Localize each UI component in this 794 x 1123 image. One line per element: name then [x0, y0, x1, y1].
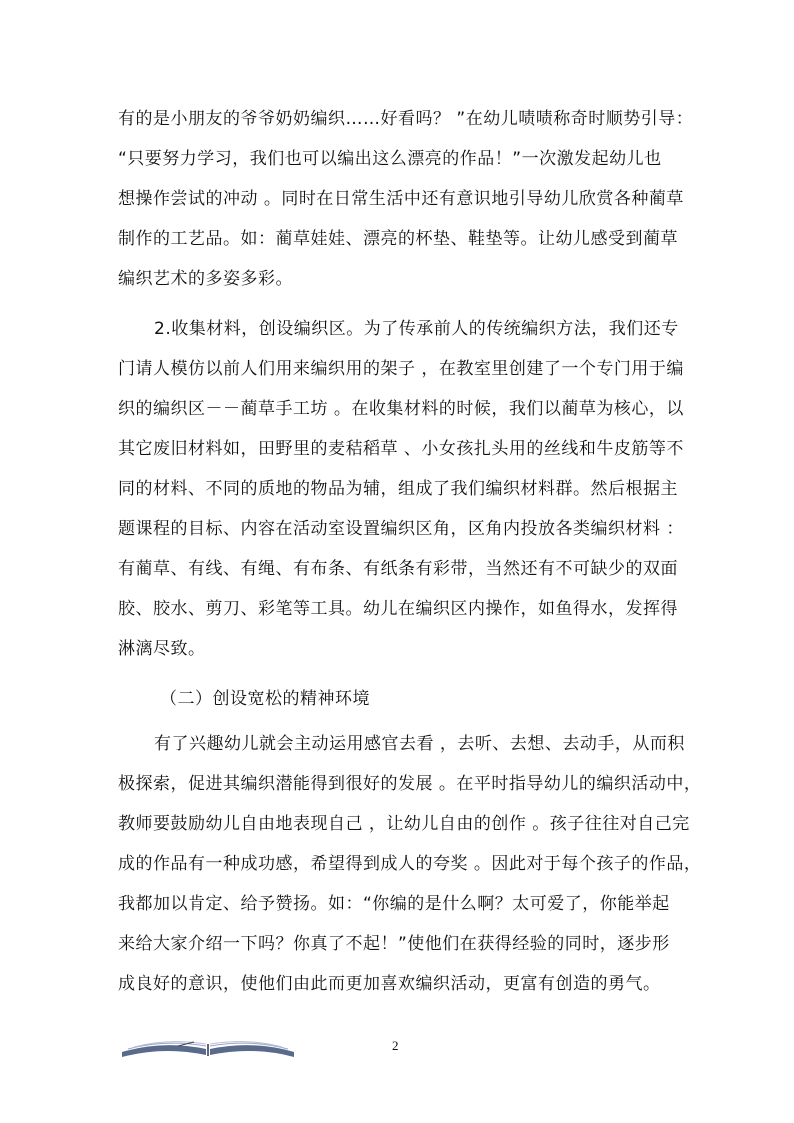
- text-line: 题课程的目标、内容在活动室设置编织区角，区角内投放各类编织材料 ：: [118, 519, 684, 539]
- text-line: 制作的工艺品。如：蔺草娃娃、漂亮的杯垫、鞋垫等。让幼儿感受到蔺草: [118, 229, 678, 249]
- text-line: 同的材料、不同的质地的物品为辅，组成了我们编织材料群。然后根据主: [118, 479, 678, 499]
- open-book-icon: [118, 1036, 298, 1058]
- page-number: 2: [392, 1038, 399, 1053]
- text-line: 有蔺草、有线、有绳、有布条、有纸条有彩带，当然还有不可缺少的双面: [118, 559, 678, 579]
- text-line: 成良好的意识，使他们由此而更加喜欢编织活动，更富有创造的勇气。: [118, 974, 661, 994]
- text-line: “只要努力学习，我们也可以编出这么漂亮的作品！”一次激发起幼儿也: [118, 149, 662, 169]
- text-line: 教师要鼓励幼儿自由地表现自己 ，让幼儿自由的创作 。孩子往往对自己完: [118, 814, 690, 834]
- text-line: 2.收集材料，创设编织区。为了传承前人的传统编织方法，我们还专: [154, 319, 679, 339]
- text-line: 编织艺术的多姿多彩。: [118, 269, 293, 289]
- text-line: 织的编织区－－蔺草手工坊 。在收集材料的时候，我们以蔺草为核心，以: [118, 399, 684, 419]
- text-line: 想操作尝试的冲动 。同时在日常生活中还有意识地引导幼儿欣赏各种蔺草: [118, 189, 684, 209]
- text-line: 成的作品有一种成功感，希望得到成人的夸奖 。因此对于每个孩子的作品，: [118, 854, 702, 874]
- text-line: 其它废旧材料如，田野里的麦秸稻草 、小女孩扎头用的丝线和牛皮筋等不: [118, 439, 684, 459]
- text-line: 有了兴趣幼儿就会主动运用感官去看 ，去听、去想、去动手，从而积: [154, 734, 685, 754]
- section-heading: （二）创设宽松的精神环境: [160, 689, 370, 709]
- text-line: 胶、胶水、剪刀、彩笔等工具。幼儿在编织区内操作，如鱼得水，发挥得: [118, 599, 678, 619]
- text-line: 来给大家介绍一下吗？你真了不起！”使他们在获得经验的同时，逐步形: [118, 934, 670, 954]
- text-line: 淋漓尽致。: [118, 639, 206, 659]
- text-line: 我都加以肯定、给予赞扬。如：“你编的是什么啊？太可爱了，你能举起: [118, 894, 670, 914]
- text-line: 极探索，促进其编织潜能得到很好的发展 。在平时指导幼儿的编织活动中，: [118, 774, 702, 794]
- text-line: 有的是小朋友的爷爷奶奶编织……好看吗？ ”在幼儿啧啧称奇时顺势引导：: [118, 109, 694, 129]
- text-line: 门请人模仿以前人们用来编织用的架子 ，在教室里创建了一个专门用于编: [118, 359, 684, 379]
